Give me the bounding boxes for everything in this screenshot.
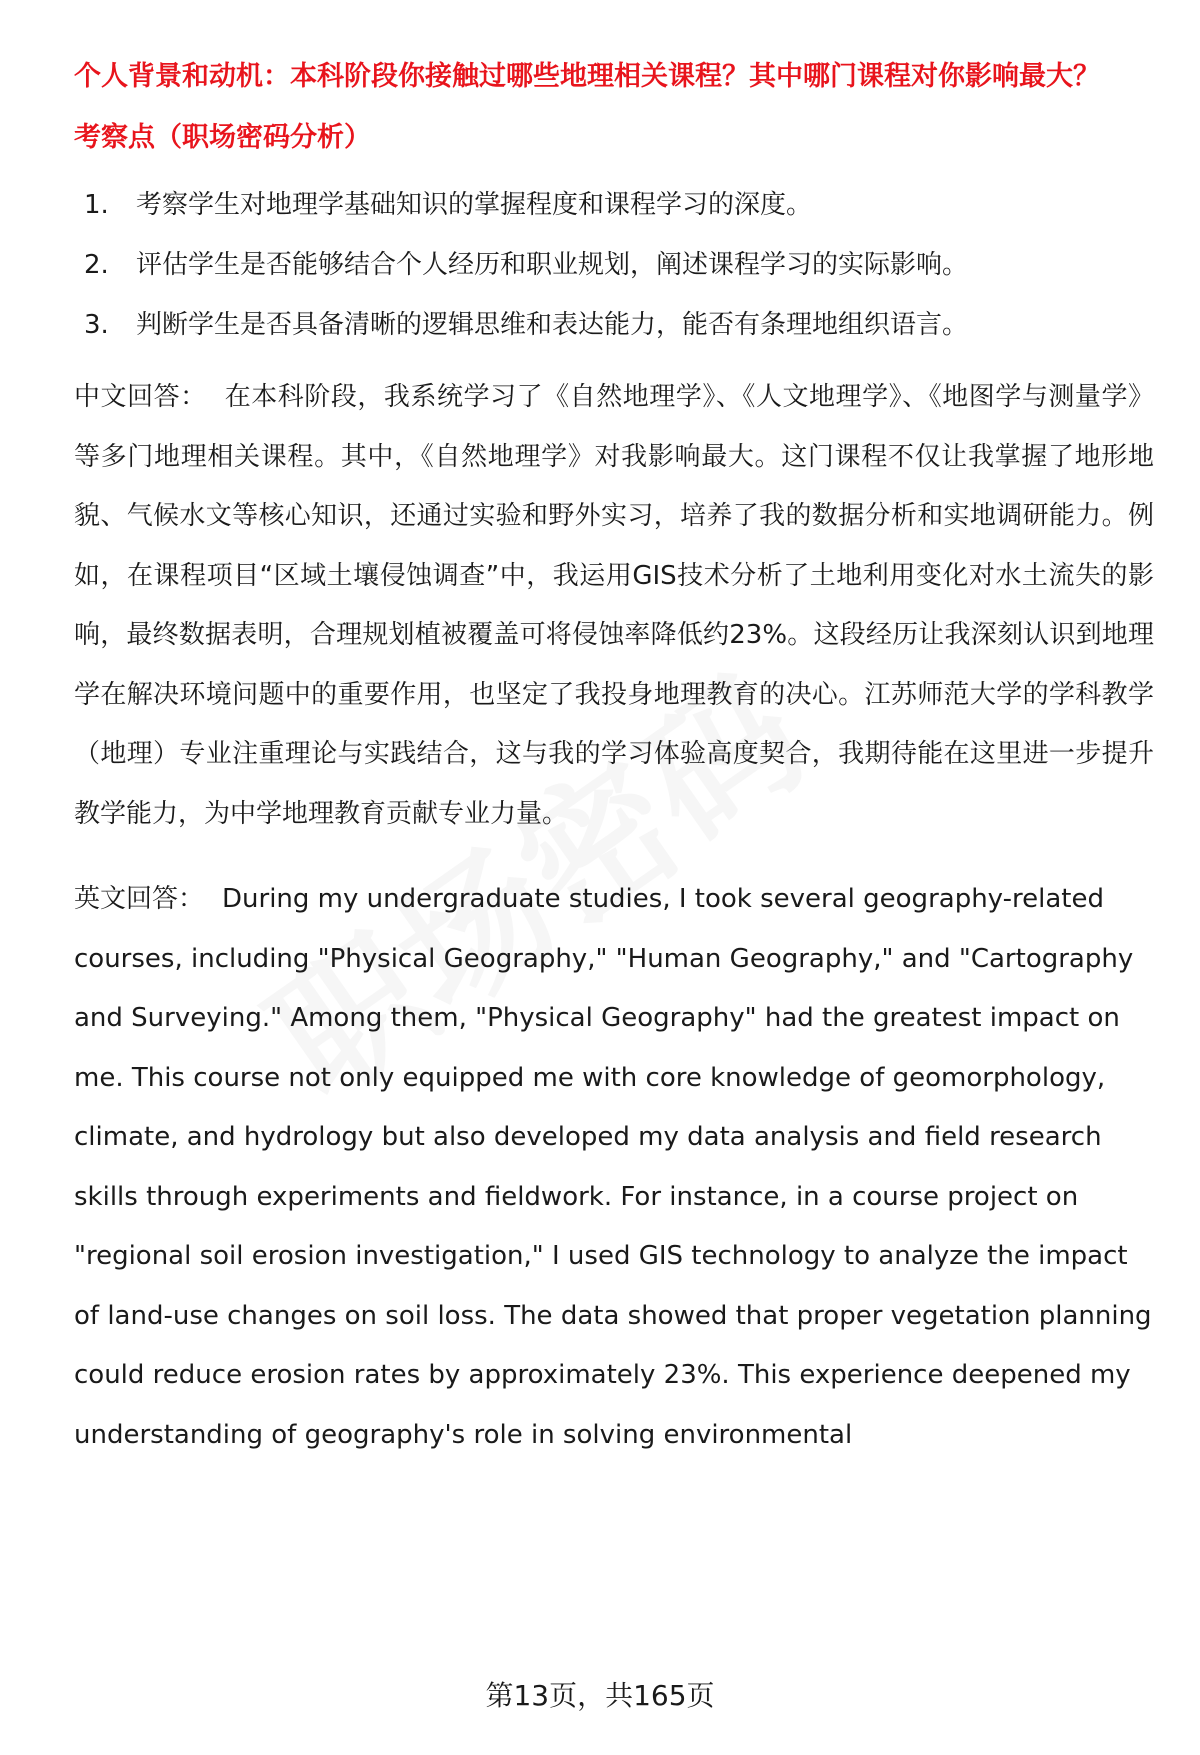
assessment-points-list [74,188,1154,342]
page-number-footer: 第13页，共165页 [485,1679,715,1712]
list-item-text: 考察学生对地理学基础知识的掌握程度和课程学习的深度。 [136,190,813,220]
chinese-answer-text: 在本科阶段，我系统学习了《自然地理学》、《人文地理学》、《地图学与测量学》等多门地理相关课程。其中，《自然地理学》对我影响最大。这门课程不仅让我掌握了地形地貌、气候水文等核心知识，还通过实验和野外实习，培养了我的数据分析和实地调研能力。例如，在课程项目“区域土壤侵蚀调查”中，我运用GIS技术分析了土地利用变化对水土流失的影响，最终数据表明，合理规划植被覆盖可将侵蚀率降低约23%。这段经历让我深刻认识到地理学在解决环境问题中的重要作用，也坚定了我投身地理教育的决心。江苏师范大学的学科教学（地理）专业注重理论与实践结合，这与我的学习体验高度契合，我期待能在这里进一步提升教学能力，为中学地理教育贡献专业力量。 [74,382,1154,829]
english-answer-label: 英文回答： [74,884,205,914]
list-item-number: 1. [84,190,109,220]
english-answer-text: During my undergraduate studies, I took several geography-related courses, including "Physical Geography," "Human Geography," and "Cartography and Surveying." Among them, "Physical Geography" had the greatest impact on me. This course not only equipped me with core knowledge of geomorphology, climate, and hydrology but also developed my data analysis and field research skills through experiments and fieldwork. For instance, in a course project on "regional soil erosion investigation," I used GIS technology to analyze the impact of land-use changes on soil loss. The data showed that proper vegetation planning could reduce erosion rates by approximately 23%. This experience deepened my understanding of geography's role in solving environmental [74,884,1152,1450]
english-answer [74,870,1154,1465]
list-item-number: 3. [84,310,109,340]
list-item-text: 评估学生是否能够结合个人经历和职业规划，阐述课程学习的实际影响。 [136,250,969,280]
list-item-text: 判断学生是否具备清晰的逻辑思维和表达能力，能否有条理地组织语言。 [136,310,969,340]
list-item [74,188,1154,222]
chinese-answer-label: 中文回答： [74,382,207,412]
question-heading: 个人背景和动机：本科阶段你接触过哪些地理相关课程？其中哪门课程对你影响最大？ [74,61,1100,92]
list-item [74,248,1154,282]
list-item [74,308,1154,342]
chinese-answer [74,368,1154,844]
list-item-number: 2. [84,250,109,280]
document-page [74,56,1154,1465]
section-title: 考察点（职场密码分析） [74,122,371,153]
